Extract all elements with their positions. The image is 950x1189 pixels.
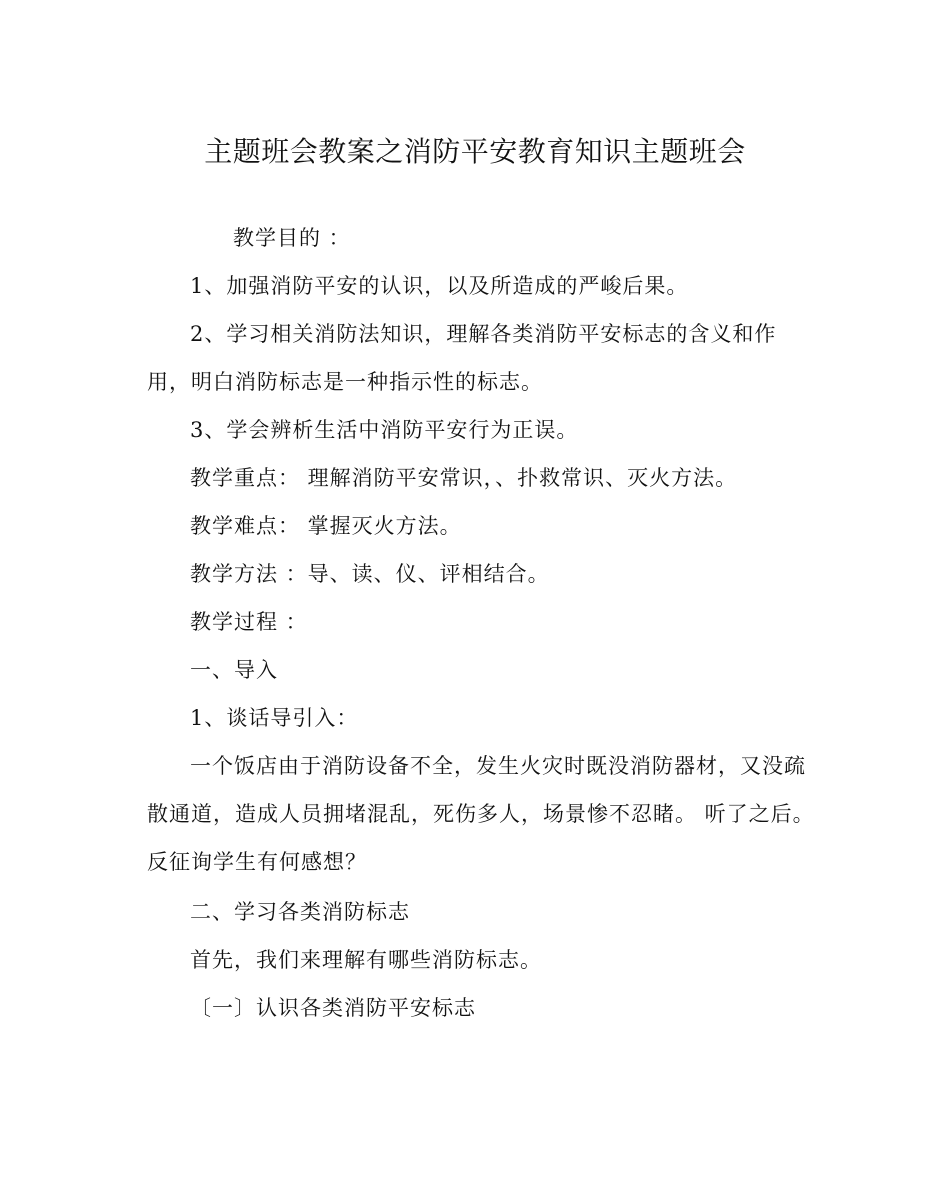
document-title: 主题班会教案之消防平安教育知识主题班会	[204, 135, 746, 168]
subsection-heading: 〔一〕认识各类消防平安标志	[190, 996, 476, 1020]
paragraph-line: 3、学会辨析生活中消防平安行为正误。	[190, 418, 579, 442]
paragraph-line: 1、加强消防平安的认识，以及所造成的严峻后果。	[190, 274, 689, 298]
paragraph-line: 教学重点： 理解消防平安常识，、扑救常识、灭火方法。	[190, 466, 738, 490]
paragraph-line: 1、谈话导引入：	[190, 706, 359, 730]
section-heading: 一、导入	[190, 658, 278, 682]
paragraph-line: 首先，我们来理解有哪些消防标志。	[190, 948, 542, 972]
paragraph-line: 散通道，造成人员拥堵混乱，死伤多人，场景惨不忍睹。 听了之后。	[147, 802, 815, 826]
paragraph-line: 一个饭店由于消防设备不全，发生火灾时既没消防器材，又没疏	[190, 754, 806, 778]
paragraph-line: 教学目的 ：	[233, 226, 351, 250]
paragraph-line: 教学难点： 掌握灭火方法。	[190, 514, 462, 538]
paragraph-line: 用，明白消防标志是一种指示性的标志。	[147, 370, 543, 394]
paragraph-line: 教学过程 ：	[190, 610, 308, 634]
paragraph-line: 反征询学生有何感想？	[147, 850, 367, 874]
section-heading: 二、学习各类消防标志	[190, 900, 410, 924]
paragraph-line: 教学方法 ：导、读、仪、评相结合。	[190, 562, 550, 586]
paragraph-line: 2、学习相关消防法知识，理解各类消防平安标志的含义和作	[190, 322, 777, 346]
